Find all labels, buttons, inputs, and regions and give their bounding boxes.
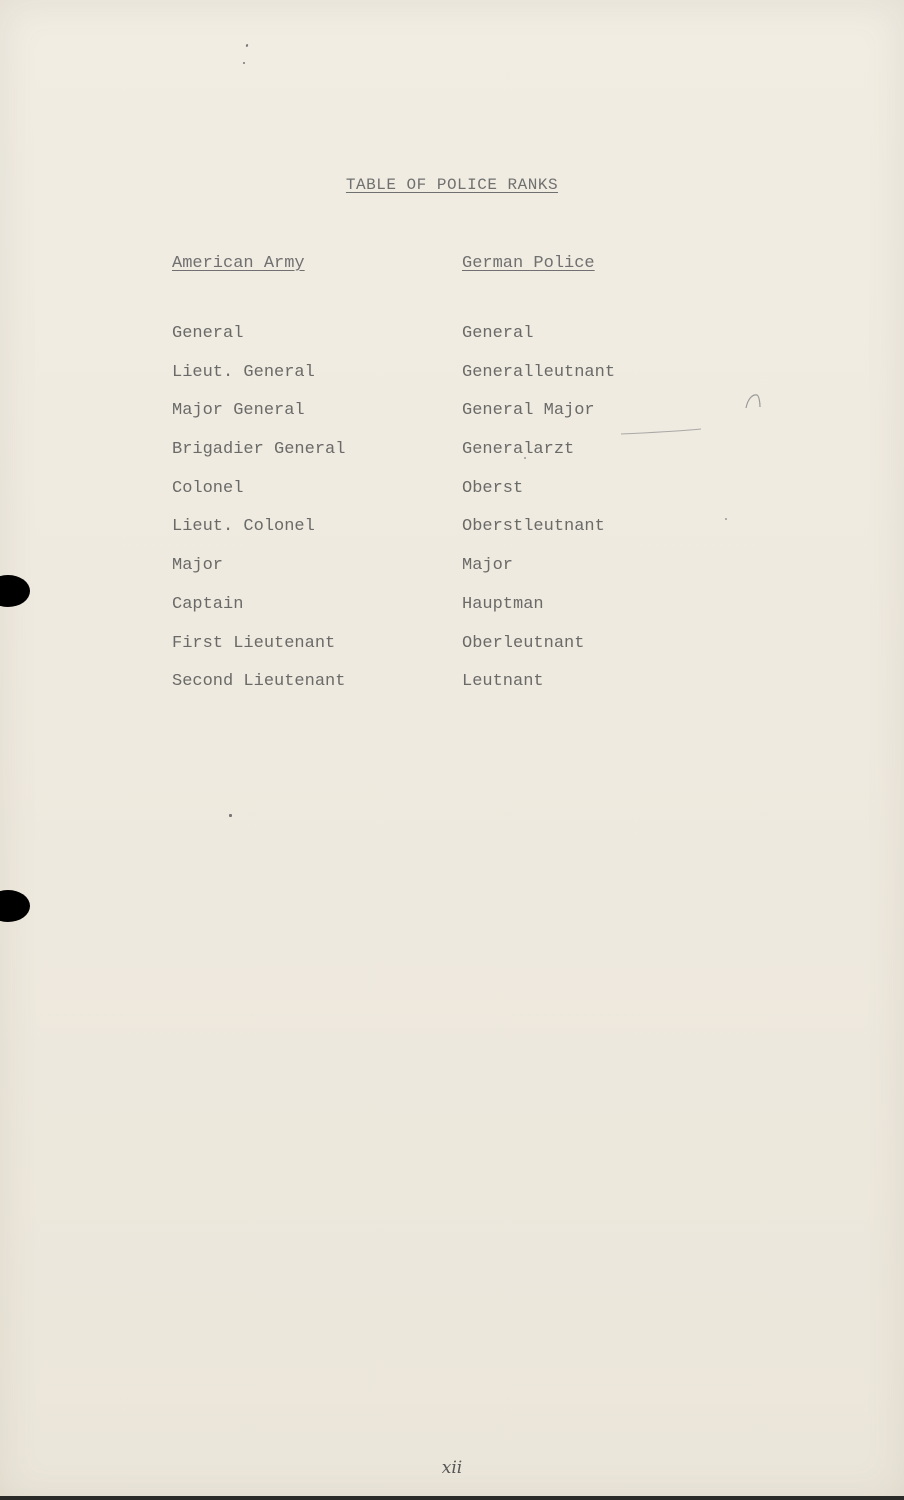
page-title: TABLE OF POLICE RANKS bbox=[345, 176, 559, 194]
ink-speck bbox=[725, 518, 727, 520]
army-rank: Second Lieutenant bbox=[172, 672, 346, 692]
german-police-header: German Police bbox=[462, 254, 595, 273]
police-rank: Hauptman bbox=[462, 594, 544, 614]
police-rank: General Major bbox=[462, 401, 595, 421]
army-rank: Lieut. Colonel bbox=[172, 517, 315, 537]
german-police-column bbox=[462, 254, 615, 709]
police-rank: Oberleutnant bbox=[462, 633, 585, 653]
pencil-check-mark bbox=[745, 392, 761, 410]
scan-edge bbox=[0, 1496, 904, 1500]
army-rank: Colonel bbox=[172, 478, 244, 498]
army-rank: Captain bbox=[172, 594, 244, 614]
police-rank: Generalleutnant bbox=[462, 362, 616, 382]
ink-speck bbox=[246, 44, 249, 48]
army-rank: Major General bbox=[172, 401, 305, 421]
police-rank: General bbox=[462, 324, 534, 343]
police-rank: Major bbox=[462, 556, 514, 576]
binder-hole-bottom bbox=[0, 890, 30, 922]
police-rank: Oberst bbox=[462, 478, 524, 498]
ink-speck bbox=[243, 62, 245, 64]
army-rank: General bbox=[172, 324, 244, 343]
american-army-header: American Army bbox=[172, 254, 305, 273]
army-rank: Brigadier General bbox=[172, 440, 346, 460]
pencil-stroke bbox=[620, 428, 702, 436]
police-rank: Generalarzt bbox=[462, 440, 575, 460]
binder-hole-top bbox=[0, 575, 30, 607]
page-number: xii bbox=[441, 1458, 463, 1478]
ink-speck bbox=[229, 814, 232, 817]
army-rank: Major bbox=[172, 556, 224, 576]
police-rank: Leutnant bbox=[462, 672, 544, 692]
police-rank: Oberstleutnant bbox=[462, 517, 605, 537]
american-army-column bbox=[172, 254, 345, 709]
army-rank: First Lieutenant bbox=[172, 633, 336, 653]
army-rank: Lieut. General bbox=[172, 362, 315, 382]
